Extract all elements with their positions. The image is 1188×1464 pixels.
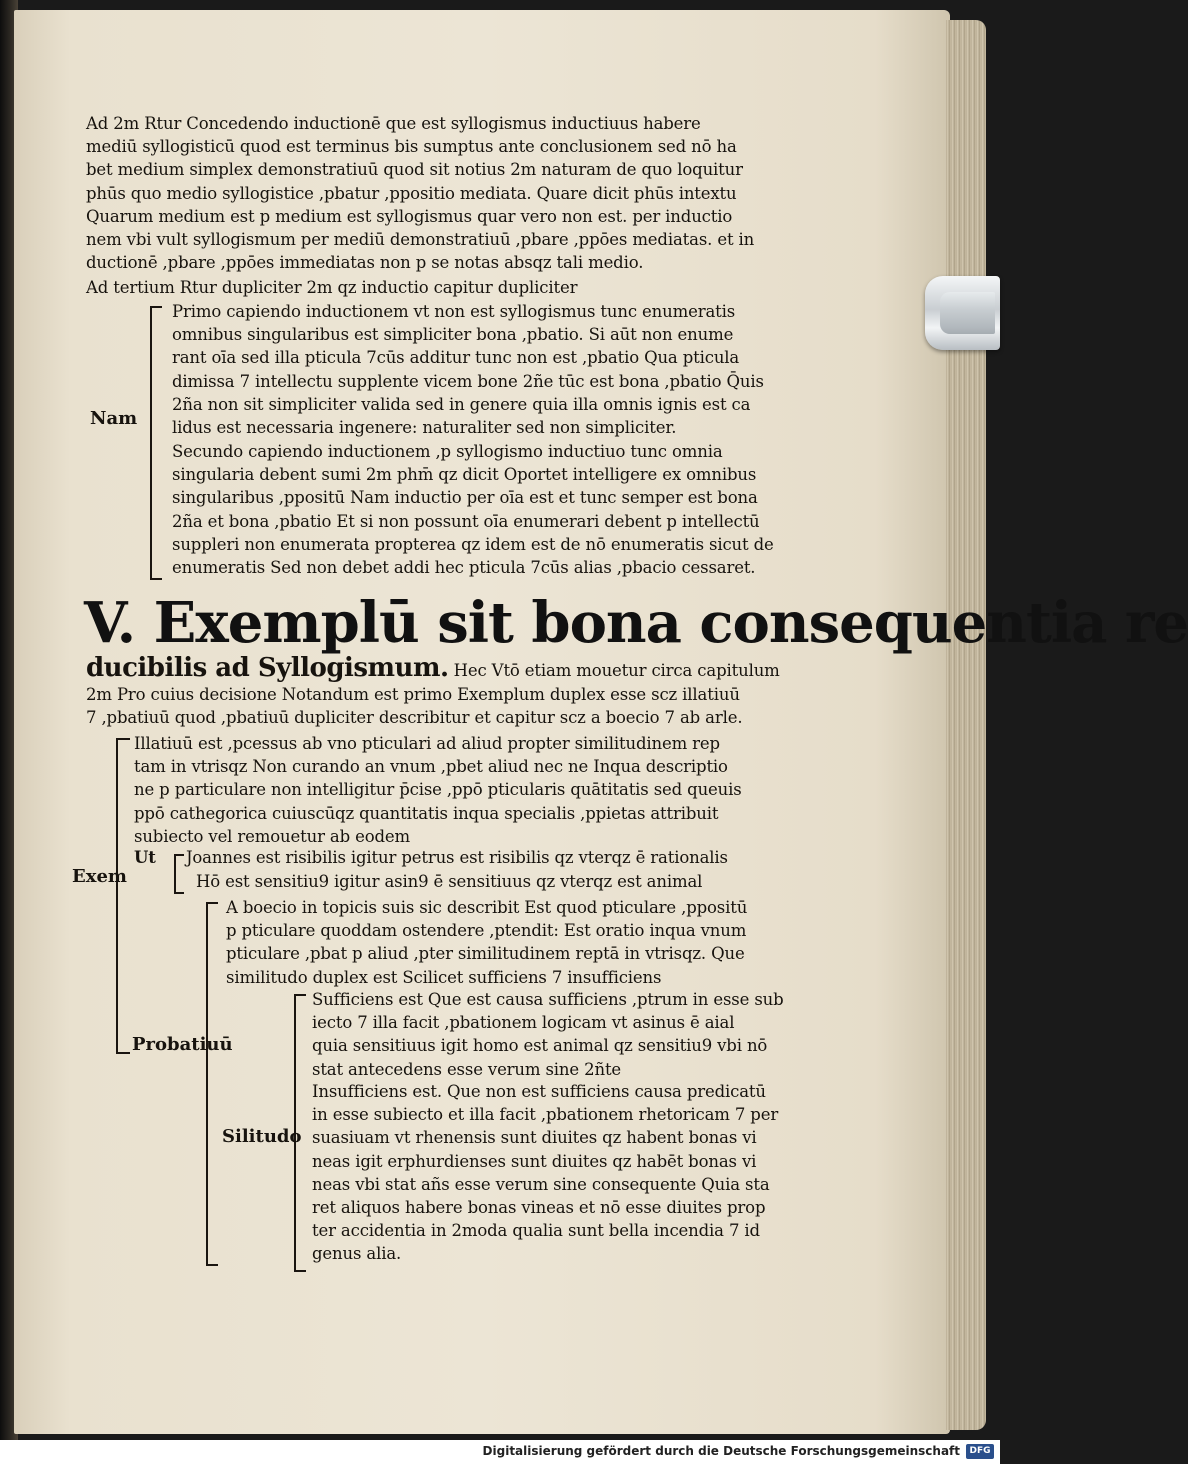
secundo-line: singularia debent sumi 2m phm̄ qz dicit Oportet intelligere ex omnibus xyxy=(172,465,757,485)
primo-line: omnibus singularibus est simpliciter bona ,pbatio. Si aūt non enume xyxy=(172,325,734,345)
nam-label: Nam xyxy=(90,408,138,429)
funding-text: Digitalisierung gefördert durch die Deutsche Forschungsgemeinschaft xyxy=(482,1444,960,1458)
insufficiens-block xyxy=(312,1080,822,1266)
insufficiens-line: suasiuam vt rhenensis sunt diuites qz habent bonas vi xyxy=(312,1128,757,1148)
primo-line: Primo capiendo inductionem vt non est syllogismus tunc enumeratis xyxy=(172,302,736,321)
section-heading: V. Exemplū sit bona consequentia re xyxy=(84,590,1188,656)
insufficiens-line: neas vbi stat añs esse verum sine consequente Quia sta xyxy=(312,1174,770,1194)
boecio-block xyxy=(226,896,826,989)
sufficiens-line: quia sensitiuus igit homo est animal qz sensitiu9 vbi nō xyxy=(312,1036,768,1056)
exemplum-bracket xyxy=(116,738,130,1054)
ut-example-2: Hō est sensitiu9 igitur asin9 ē sensitiuus qz vterqz est animal xyxy=(196,872,703,891)
page-clip-window xyxy=(940,292,995,334)
illatiuum-line: ppō cathegorica cuiuscūqz quantitatis inqua specialis ,ppietas attribuit xyxy=(134,803,719,823)
heading-continuation: ducibilis ad Syllogismum. xyxy=(86,653,449,683)
primo-line: dimissa 7 intellectu supplente vicem bone 2ñe tūc est bona ,pbatio Q̄uis xyxy=(172,371,764,391)
insufficiens-line: in esse subiecto et illa facit ,pbationem rhetoricam 7 per xyxy=(312,1105,779,1125)
vocab-paragraph xyxy=(86,653,816,729)
secundo-block xyxy=(172,440,822,579)
sufficiens-line: stat antecedens esse verum sine 2ñte xyxy=(312,1059,622,1079)
exem-label: Exem xyxy=(72,866,127,887)
probatiuum-label: Probatiuū xyxy=(132,1034,233,1055)
ad-tertium-line: Ad tertium Rtur dupliciter 2m qz inductio capitur dupliciter xyxy=(86,278,578,297)
secundo-line: 2ña et bona ,pbatio Et si non possunt oīa enumerari debent p intellectū xyxy=(172,511,760,531)
illatiuum-line: subiecto vel remouetur ab eodem xyxy=(134,826,411,846)
insufficiens-line: genus alia. xyxy=(312,1244,402,1264)
page-stack-edge xyxy=(946,20,986,1430)
illatiuum-block xyxy=(134,732,824,848)
ut-label: Ut xyxy=(134,848,156,867)
nam-bracket xyxy=(150,306,162,580)
insufficiens-line: Insufficiens est. Que non est sufficiens causa predicatū xyxy=(312,1082,766,1101)
vocab-line-0: Hec Vtō etiam mouetur circa capitulum xyxy=(453,661,780,680)
insufficiens-line: ter accidentia in 2moda qualia sunt bella incendia 7 id xyxy=(312,1221,760,1241)
illatiuum-line: Illatiuū est ,pcessus ab vno pticulari ad aliud propter similitudinem rep xyxy=(134,734,720,753)
sufficiens-block xyxy=(312,988,822,1081)
ut-line-1 xyxy=(134,846,824,869)
sufficiens-line: Sufficiens est Que est causa sufficiens ,ptrum in esse sub xyxy=(312,990,784,1009)
primo-block xyxy=(172,300,822,439)
primo-line: lidus est necessaria ingenere: naturaliter sed non simpliciter. xyxy=(172,417,677,437)
primo-line: rant oīa sed illa pticula 7cūs additur tunc non est ,pbatio Qua pticula xyxy=(172,348,740,368)
boecio-line: A boecio in topicis suis sic describit Est quod pticulare ,ppositū xyxy=(226,898,748,917)
boecio-line: similitudo duplex est Scilicet sufficiens 7 insufficiens xyxy=(226,967,662,987)
primo-line: 2ña non sit simpliciter valida sed in genere quia illa omnis ignis est ca xyxy=(172,394,751,414)
paragraph-ad-tertium xyxy=(86,276,816,299)
vocab-line-2: 7 ,pbatiuū quod ,pbatiuū dupliciter describitur et capitur scz a boecio 7 ab arle. xyxy=(86,708,743,728)
vocab-line-1: 2m Pro cuius decisione Notandum est primo Exemplum duplex esse scz illatiuū xyxy=(86,685,740,704)
ut-bracket xyxy=(174,854,184,894)
insufficiens-line: neas igit erphurdienses sunt diuites qz habēt bonas vi xyxy=(312,1151,757,1171)
ut-line-2 xyxy=(196,870,826,893)
footer-bar xyxy=(0,1440,1000,1464)
dfg-logo: DFG xyxy=(966,1444,994,1459)
paragraph-top-line: bet medium simplex demonstratiuū quod sit notius 2m naturam de quo loquitur xyxy=(86,160,743,180)
paragraph-top-line: phūs quo medio syllogistice ,pbatur ,ppositio mediata. Quare dicit phūs intextu xyxy=(86,183,737,203)
boecio-line: p pticulare quoddam ostendere ,ptendit: Est oratio inqua vnum xyxy=(226,921,747,941)
paragraph-top-line: ductionē ,pbare ,ppōes immediatas non p se notas absqz tali medio. xyxy=(86,253,644,273)
secundo-line: singularibus ,ppositū Nam inductio per oīa est et tunc semper est bona xyxy=(172,488,758,508)
illatiuum-line: tam in vtrisqz Non curando an vnum ,pbet aliud nec ne Inqua descriptio xyxy=(134,757,728,777)
paragraph-top-line: nem vbi vult syllogismum per mediū demonstratiuū ,pbare ,ppōes mediatas. et in xyxy=(86,229,755,249)
secundo-line: enumeratis Sed non debet addi hec pticula 7cūs alias ,pbacio cessaret. xyxy=(172,557,756,577)
probatiuum-bracket xyxy=(206,902,218,1266)
insufficiens-line: ret aliquos habere bonas vineas et nō esse diuites prop xyxy=(312,1197,766,1217)
sufficiens-line: iecto 7 illa facit ,pbationem logicam vt asinus ē aial xyxy=(312,1013,735,1033)
ut-example-1: Joannes est risibilis igitur petrus est risibilis qz vterqz ē rationalis xyxy=(185,848,728,867)
illatiuum-line: ne p particulare non intelligitur p̄cise ,ppō pticularis quātitatis sed queuis xyxy=(134,780,742,800)
secundo-line: suppleri non enumerata propterea qz idem est de nō enumeratis sicut de xyxy=(172,534,774,554)
boecio-line: pticulare ,pbat p aliud ,pter similitudinem reptā in vtrisqz. Que xyxy=(226,944,745,964)
paragraph-top-line: Ad 2m Rtur Concedendo inductionē que est syllogismus inductiuus habere xyxy=(86,114,701,133)
secundo-line: Secundo capiendo inductionem ,p syllogismo inductiuo tunc omnia xyxy=(172,442,723,461)
paragraph-top xyxy=(86,112,816,274)
similitudo-label: Silitudo xyxy=(222,1126,302,1147)
paragraph-top-line: mediū syllogisticū quod est terminus bis sumptus ante conclusionem sed nō ha xyxy=(86,137,737,157)
paragraph-top-line: Quarum medium est p medium est syllogismus quar vero non est. per inductio xyxy=(86,206,733,226)
